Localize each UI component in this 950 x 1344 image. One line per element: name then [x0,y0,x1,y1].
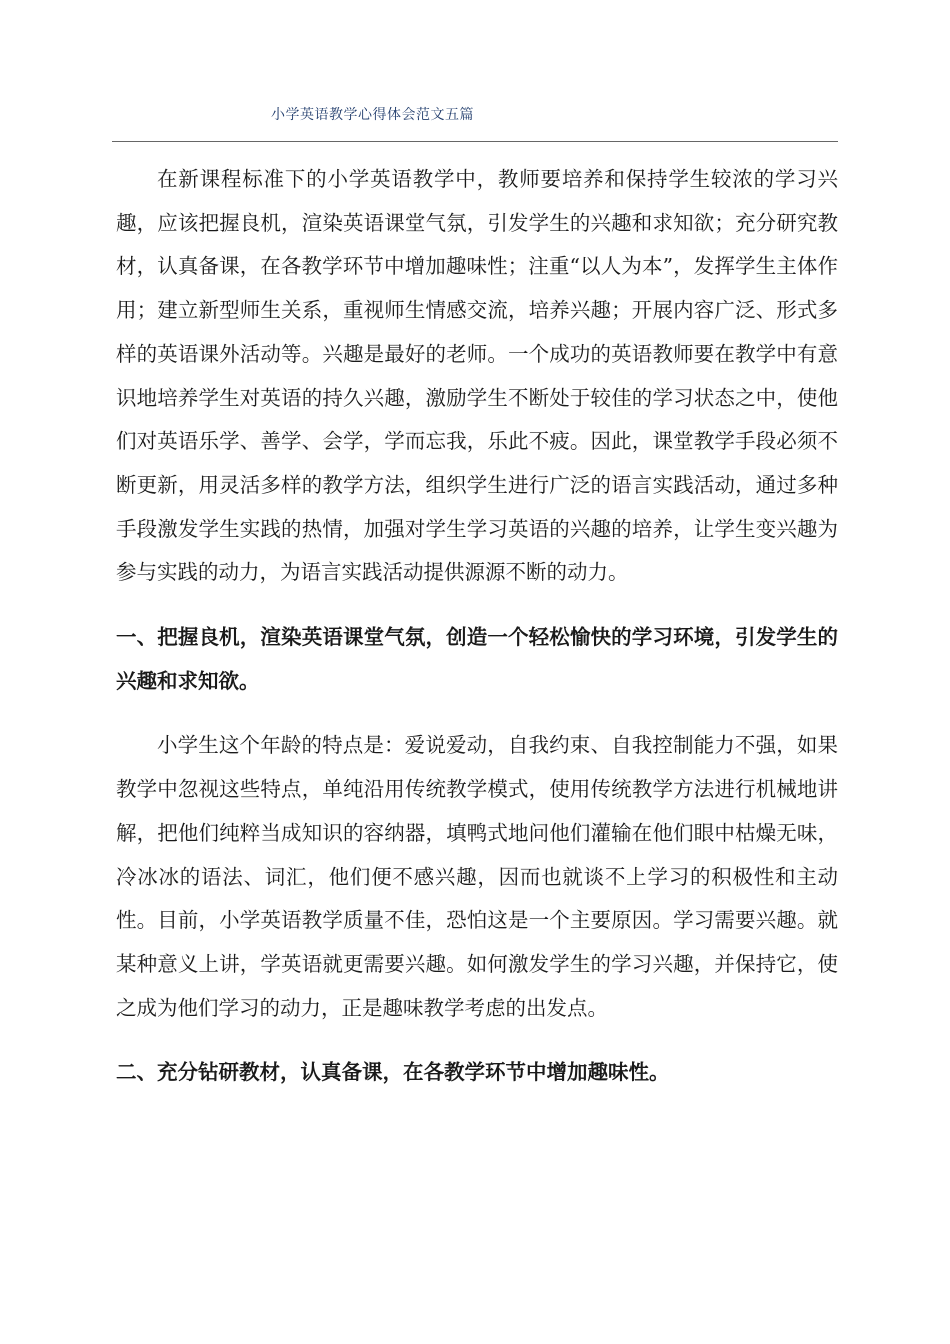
section-heading-2: 二、充分钻研教材，认真备课，在各教学环节中增加趣味性。 [116,1060,670,1085]
running-header-title: 小学英语教学心得体会范文五篇 [271,107,474,123]
document-body [116,158,838,1095]
header-divider [112,141,838,142]
body-paragraph-1: 在新课程标准下的小学英语教学中，教师要培养和保持学生较浓的学习兴趣，应该把握良机，渲染英语课堂气氛，引发学生的兴趣和求知欲；充分研究教材，认真备课，在各教学环节中增加趣味性；注重“以人为本”，发挥学生主体作用；建立新型师生关系，重视师生情感交流，培养兴趣；开展内容广泛、形式多样的英语课外活动等。兴趣是最好的老师。一个成功的英语教师要在教学中有意识地培养学生对英语的持久兴趣，激励学生不断处于较佳的学习状态之中，使他们对英语乐学、善学、会学，学而忘我，乐此不疲。因此，课堂教学手段必须不断更新，用灵活多样的教学方法，组织学生进行广泛的语言实践活动，通过多种手段激发学生实践的热情，加强对学生学习英语的兴趣的培养，让学生变兴趣为参与实践的动力，为语言实践活动提供源源不断的动力。 [116,167,838,585]
section-heading-1: 一、把握良机，渲染英语课堂气氛，创造一个轻松愉快的学习环境，引发学生的兴趣和求知欲。 [116,625,838,693]
body-paragraph-2: 小学生这个年龄的特点是：爱说爱动，自我约束、自我控制能力不强，如果教学中忽视这些特点，单纯沿用传统教学模式，使用传统教学方法进行机械地讲解，把他们纯粹当成知识的容纳器，填鸭式地问他们灌输在他们眼中枯燥无味，冷冰冰的语法、词汇，他们便不感兴趣，因而也就谈不上学习的积极性和主动性。目前，小学英语教学质量不佳，恐怕这是一个主要原因。学习需要兴趣。就某种意义上讲，学英语就更需要兴趣。如何激发学生的学习兴趣，并保持它，使之成为他们学习的动力，正是趣味教学考虑的出发点。 [116,733,838,1020]
